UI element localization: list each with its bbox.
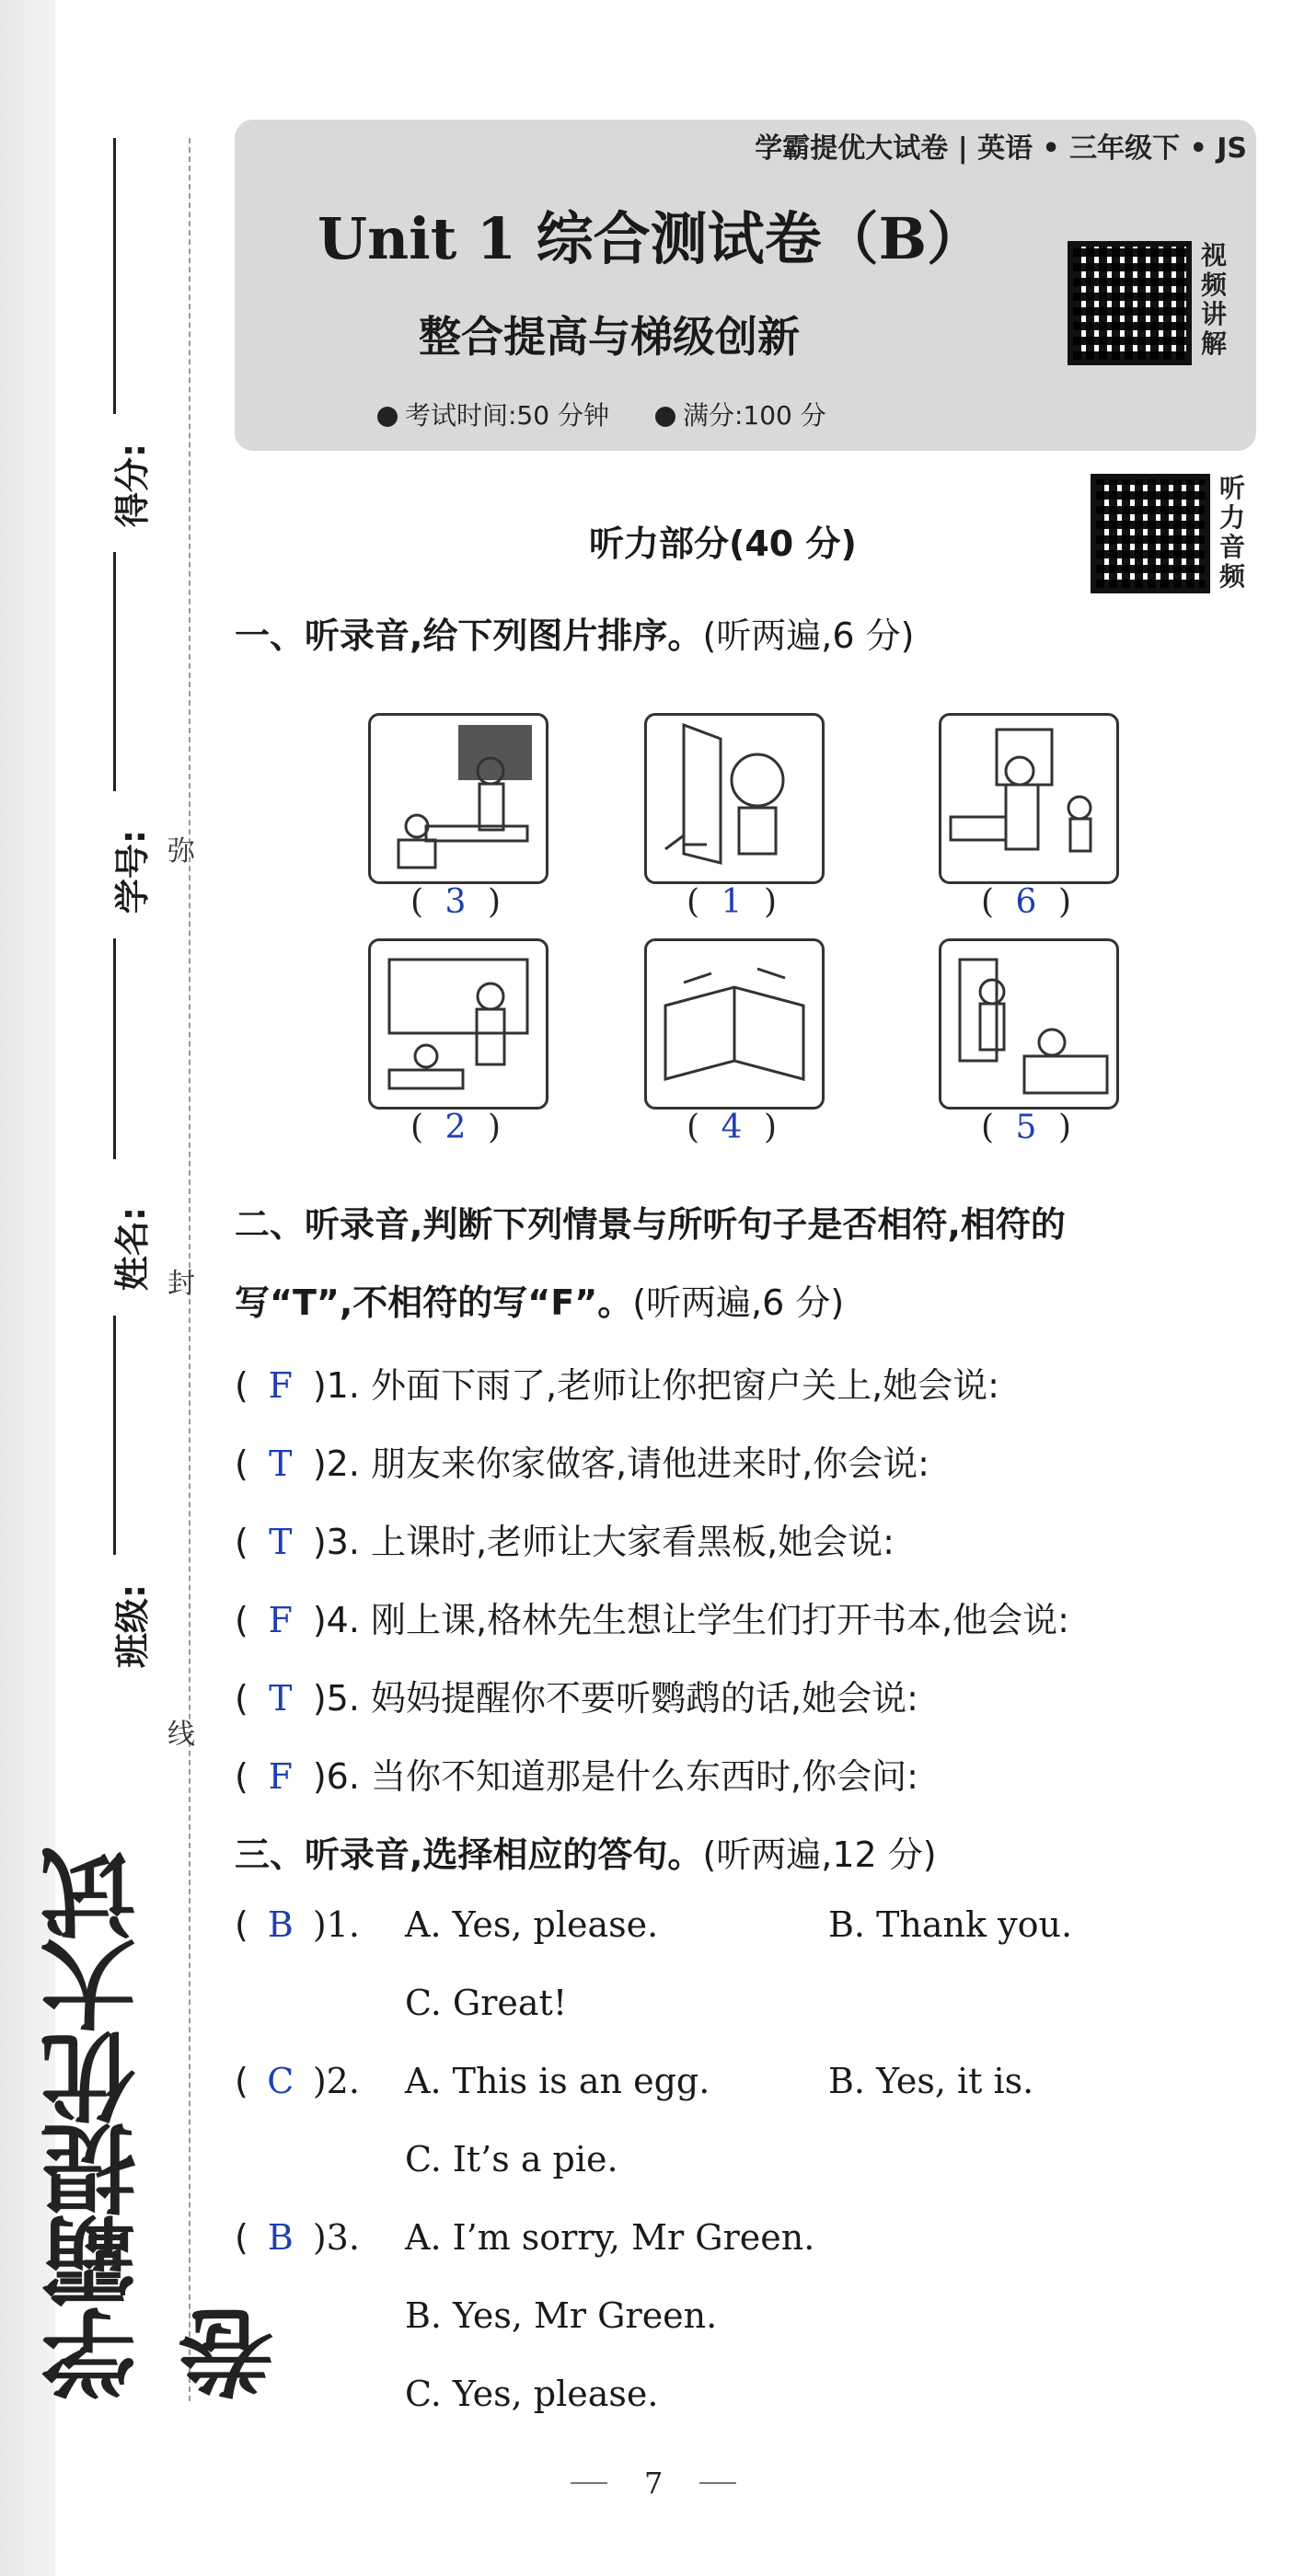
qr-caption-audio: 听力音频 <box>1219 473 1246 592</box>
student-id-label: 学号: <box>112 829 154 914</box>
choice-item: ( B )1. <box>235 1904 360 1945</box>
name-line <box>113 1316 116 1555</box>
series-label: 学霸提优大试卷 | 英语 • 三年级下 • JS <box>755 132 1247 165</box>
picture-answer-2: ( 1 ) <box>686 883 778 921</box>
choice-option-b: B. Yes, it is. <box>828 2061 1034 2101</box>
picture-answer-6: ( 5 ) <box>980 1109 1072 1146</box>
page-dash-right <box>699 2482 736 2484</box>
judge-item: ( F )4. 刚上课,格林先生想让学生们打开书本,他会说: <box>235 1600 1069 1640</box>
picture-answer-5: ( 4 ) <box>686 1109 778 1146</box>
qr-code-video[interactable] <box>1068 241 1192 365</box>
choice-option-c: C. Great! <box>405 1983 568 2023</box>
name-label: 姓名: <box>112 1206 154 1292</box>
section3-heading: 三、听录音,选择相应的答句。(听两遍,12 分) <box>235 1834 937 1875</box>
choice-option-a: A. Yes, please. <box>405 1904 659 1945</box>
judge-item: ( T )2. 朋友来你家做客,请他进来时,你会说: <box>235 1443 929 1484</box>
score-info: 满分:100 分 <box>655 396 826 432</box>
choice-option-a: A. I’m sorry, Mr Green. <box>405 2217 815 2258</box>
judge-item: ( F )6. 当你不知道那是什么东西时,你会问: <box>235 1756 918 1797</box>
choice-item: ( C )2. <box>235 2061 360 2101</box>
picture-answer-4: ( 2 ) <box>410 1109 502 1146</box>
picture-door-boy <box>644 713 825 884</box>
picture-teacher-class <box>368 713 548 884</box>
brand-vertical: 学霸提优大试卷 <box>40 1849 291 2401</box>
picture-open-book <box>644 938 825 1110</box>
section2-heading-line2: 写“T”,不相符的写“F”。(听两遍,6 分) <box>235 1282 845 1323</box>
choice-item: ( B )3. <box>235 2217 360 2258</box>
score-label: 得分: <box>112 443 154 528</box>
student-id-line <box>113 938 116 1159</box>
picture-answer-1: ( 3 ) <box>410 883 502 921</box>
choice-option-c: C. Yes, please. <box>405 2374 659 2414</box>
exam-title: Unit 1 综合测试卷（B） <box>317 205 985 272</box>
choice-option-b: B. Yes, Mr Green. <box>405 2295 718 2336</box>
listening-title: 听力部分(40 分) <box>589 523 857 564</box>
cut-char-xian: 线 <box>167 1719 195 1751</box>
section1-heading: 一、听录音,给下列图片排序。(听两遍,6 分) <box>235 615 915 656</box>
judge-item: ( T )3. 上课时,老师让大家看黑板,她会说: <box>235 1522 895 1562</box>
page-number: 7 <box>644 2466 664 2501</box>
picture-answer-3: ( 6 ) <box>980 883 1072 921</box>
cut-char-feng: 封 <box>167 1268 195 1300</box>
picture-teacher-pointing <box>368 938 548 1110</box>
exam-subtitle: 整合提高与梯级创新 <box>419 312 800 362</box>
picture-mother-cooking <box>939 713 1119 884</box>
section2-heading-line1: 二、听录音,判断下列情景与所听句子是否相符,相符的 <box>235 1204 1066 1245</box>
score-line <box>113 138 116 414</box>
cut-char-mi: 弥 <box>167 835 195 868</box>
score-line-lower <box>113 552 116 791</box>
judge-item: ( T )5. 妈妈提醒你不要听鹦鹉的话,她会说: <box>235 1678 918 1719</box>
choice-option-b: B. Thank you. <box>828 1904 1073 1945</box>
judge-item: ( F )1. 外面下雨了,老师让你把窗户关上,她会说: <box>235 1365 999 1406</box>
clock-icon <box>377 407 398 427</box>
choice-option-a: A. This is an egg. <box>405 2061 710 2101</box>
page-dash-left <box>571 2482 607 2484</box>
qr-caption-video: 视频讲解 <box>1201 240 1228 359</box>
exam-meta <box>377 396 826 432</box>
picture-student-desk <box>939 938 1119 1110</box>
qr-code-audio[interactable] <box>1091 474 1210 593</box>
clock-icon <box>655 407 675 427</box>
time-info: 考试时间:50 分钟 <box>377 396 609 432</box>
choice-option-c: C. It’s a pie. <box>405 2139 618 2179</box>
class-label: 班级: <box>112 1583 154 1669</box>
